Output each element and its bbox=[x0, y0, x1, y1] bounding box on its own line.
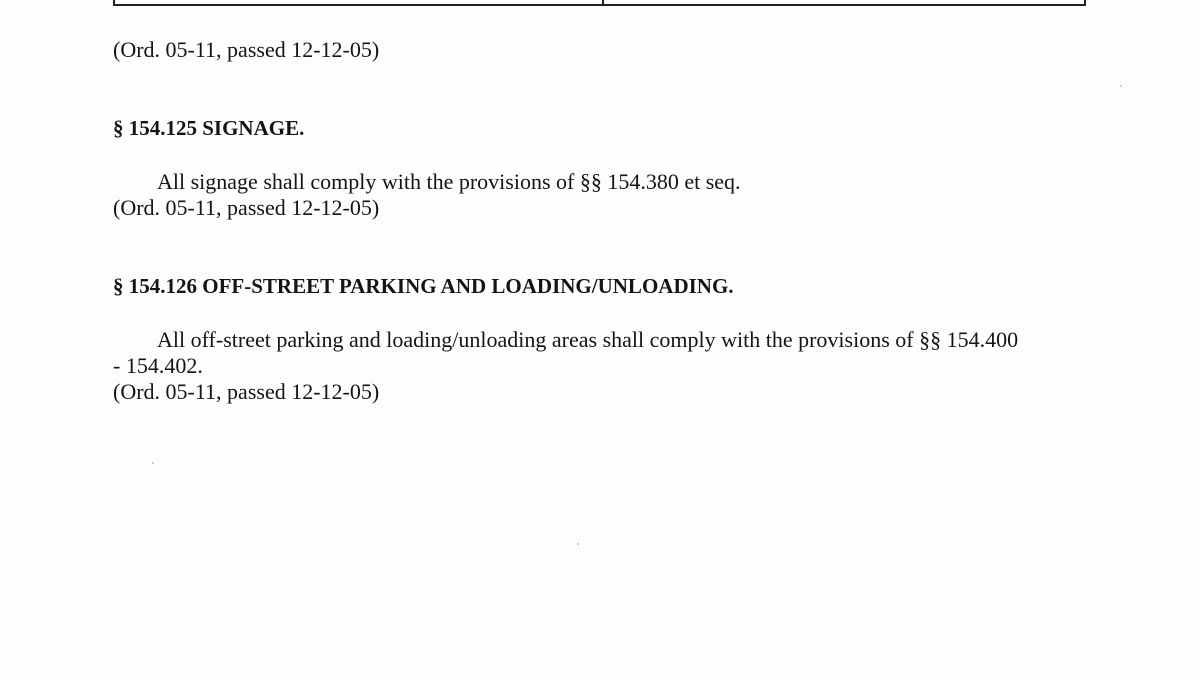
section-154-126-heading: § 154.126 OFF-STREET PARKING AND LOADING/UNLOADING. bbox=[113, 274, 734, 298]
scan-speck bbox=[577, 543, 579, 545]
section-154-126-citation: (Ord. 05-11, passed 12-12-05) bbox=[113, 379, 380, 404]
table-column-divider bbox=[602, 0, 604, 4]
section-154-125-citation: (Ord. 05-11, passed 12-12-05) bbox=[113, 195, 380, 220]
scan-speck bbox=[152, 462, 154, 464]
section-154-125-body: All signage shall comply with the provisions of §§ 154.380 et seq. bbox=[157, 169, 741, 194]
section-154-126-body-line-1: All off-street parking and loading/unloading areas shall comply with the provisions of §§ 154.400 bbox=[157, 327, 1019, 352]
section-154-126-body-line-2: - 154.402. bbox=[113, 353, 203, 378]
citation-ord-05-11: (Ord. 05-11, passed 12-12-05) bbox=[113, 37, 380, 62]
table-bottom-edge bbox=[113, 0, 1086, 6]
scan-speck bbox=[1120, 85, 1122, 87]
section-154-125-heading: § 154.125 SIGNAGE. bbox=[113, 116, 305, 140]
